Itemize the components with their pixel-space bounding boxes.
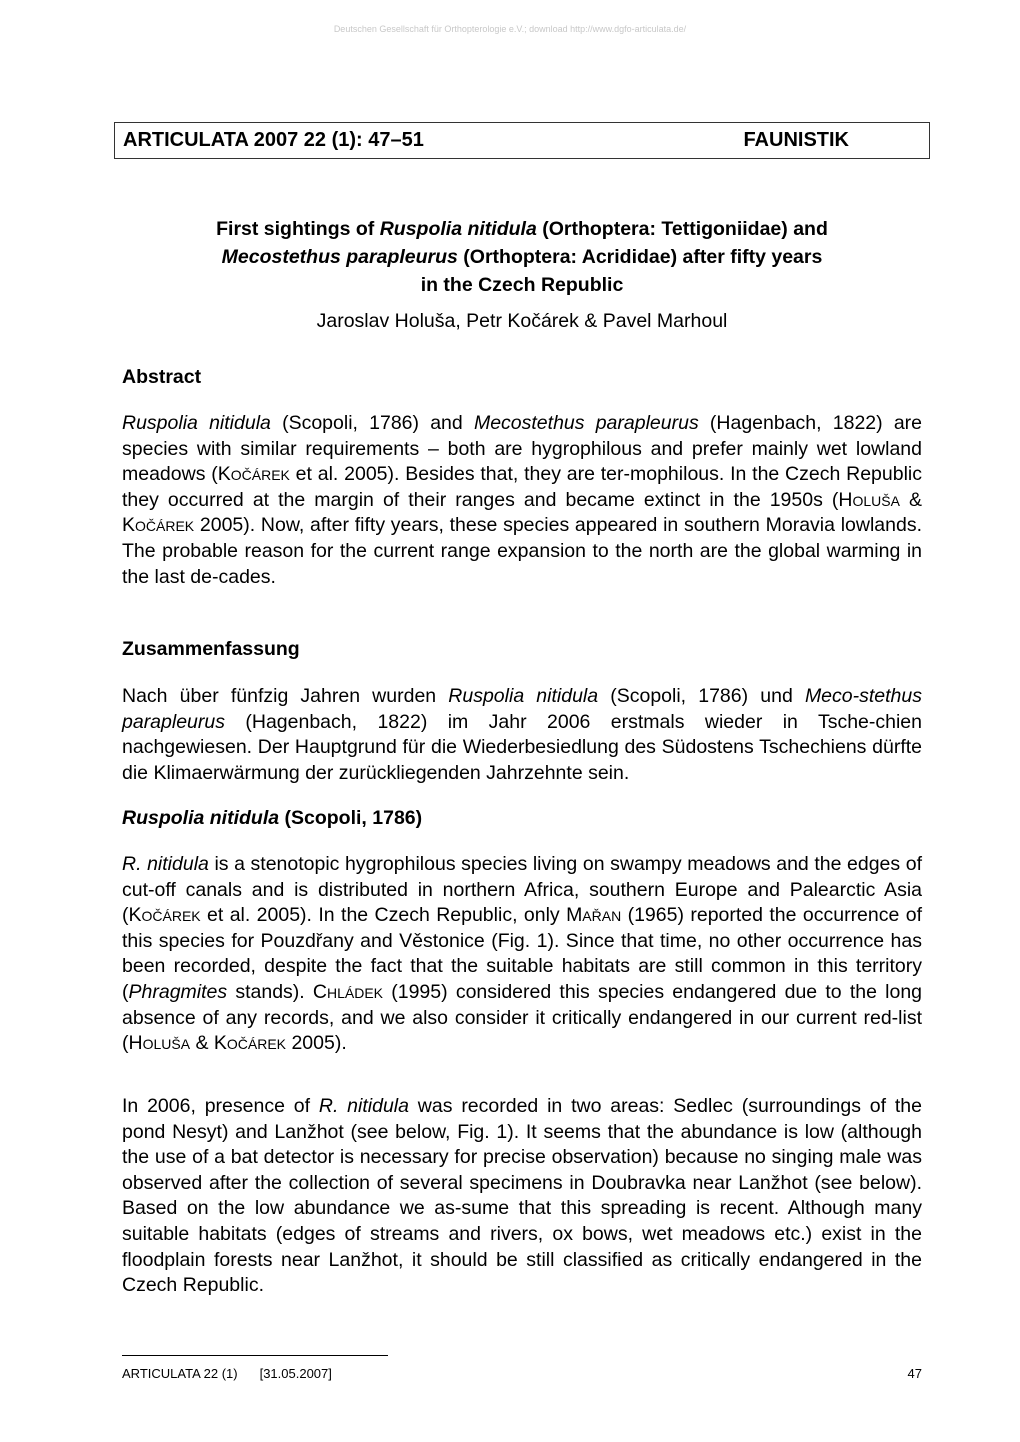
footer-journal: ARTICULATA 22 (1): [122, 1366, 238, 1381]
journal-header-box: [114, 122, 930, 159]
citation-author: Kočárek: [128, 904, 201, 927]
ruspolia-paragraph-1: [122, 852, 922, 1057]
page-number: 47: [907, 1366, 922, 1381]
text: (Hagenbach, 1822) im Jahr 2006 erstmals wieder in Tsche-chien nachgewiesen. Der Hauptgrund für die Wiederbesiedlung des Südostens Tschechiens dürfte die Klimaerwärmung der zurückliegenden Jahrzehnte sein.: [122, 710, 922, 784]
text: In 2006, presence of: [122, 1095, 319, 1117]
text: (Scopoli, 1786) and: [270, 412, 474, 434]
title-species-name: Mecostethus parapleurus: [221, 246, 458, 268]
text: (1995) considered this species endangered due to the long absence of any records, and we also consider it critically endangered in our current red-list (: [122, 980, 923, 1055]
text: et al. 2005). In the Czech Republic, only: [200, 904, 567, 927]
citation-author: Kočárek: [213, 1032, 287, 1055]
text: &: [899, 488, 922, 511]
abstract-paragraph: [122, 411, 922, 590]
title-text: (Orthoptera: Acrididae) after fifty years: [457, 246, 823, 268]
ruspolia-paragraph-2: [122, 1094, 922, 1299]
download-watermark: Deutschen Gesellschaft für Orthopterologie e.V.; download http://www.dgfo-articulata.de/: [333, 24, 687, 34]
title-species-name: Ruspolia nitidula: [379, 218, 537, 240]
citation-author: Kočárek: [122, 514, 195, 537]
footer-divider: [122, 1355, 388, 1356]
author-list: Jaroslav Holuša, Petr Kočárek & Pavel Marhoul: [316, 310, 728, 332]
text: et al. 2005). Besides that, they are ter-mophilous. In the Czech Republic they occurred at the margin of their ranges and became extinct in the 1950s (: [122, 463, 922, 511]
citation-author: Holuša: [838, 488, 900, 511]
journal-section: FAUNISTIK: [743, 129, 849, 151]
text: stands).: [227, 980, 313, 1003]
title-text: (Orthoptera: Tettigoniidae) and: [536, 218, 828, 240]
species-name: Ruspolia nitidula: [122, 412, 271, 434]
zusammenfassung-heading: Zusammenfassung: [122, 638, 300, 660]
citation-author: Mařan: [566, 904, 622, 927]
text: was recorded in two areas: Sedlec (surroundings of the pond Nesyt) and Lanžhot (see below, Fig. 1). It seems that the abundance is low (although the use of a bat detector is necessary for precise observation) because no singing male was observed after the collection of several specimens in Doubravka near Lanžhot (see below). Based on the low abundance we as-sume that this spreading is recent. Although many suitable habitats (edges of streams and rivers, ox bows, wet meadows etc.) exist in the floodplain forests near Lanžhot, it should be still classified as critically endangered in the Czech Republic.: [122, 1095, 923, 1297]
footer-date: [31.05.2007]: [259, 1366, 332, 1381]
abstract-heading: Abstract: [122, 366, 202, 388]
ruspolia-section-heading: [122, 807, 422, 830]
text: (Scopoli, 1786): [279, 807, 423, 829]
zusammenfassung-paragraph: [122, 684, 922, 786]
species-name: R. nitidula: [122, 853, 209, 875]
species-name: Mecostethus parapleurus: [473, 412, 699, 434]
species-name: Ruspolia nitidula: [122, 807, 280, 829]
journal-citation: ARTICULATA 2007 22 (1): 47–51: [123, 129, 424, 151]
species-name: R. nitidula: [318, 1095, 409, 1117]
genus-name: Phragmites: [128, 980, 228, 1003]
species-name: Meco-stethus parapleurus: [122, 685, 922, 733]
citation-author: Kočárek: [217, 463, 290, 486]
text: &: [190, 1032, 214, 1055]
text: (Scopoli, 1786) und: [598, 685, 805, 707]
species-name: Ruspolia nitidula: [448, 685, 599, 707]
text: Nach über fünfzig Jahren wurden: [122, 685, 449, 707]
article-title: [122, 215, 922, 299]
text: (Hagenbach, 1822) are species with similar requirements – both are hygrophilous and prefer mainly wet lowland meadows (: [122, 412, 923, 486]
text: is a stenotopic hygrophilous species living on swampy meadows and the edges of cut-off canals and is distributed in northern Africa, southern Europe and Palearctic Asia (: [122, 853, 922, 927]
title-text: in the Czech Republic: [420, 274, 624, 296]
text: 2005). Now, after fifty years, these species appeared in southern Moravia lowlands. The probable reason for the current range expansion to the north are the global warming in the last de-cades.: [122, 514, 922, 588]
title-text: First sightings of: [216, 218, 380, 240]
citation-author: Holuša: [128, 1032, 191, 1055]
text: 2005).: [286, 1032, 347, 1055]
text: (1965) reported the occurrence of this species for Pouzdřany and Věstonice (Fig. 1). Since that time, no other occurrence has been recorded, despite the fact that the suitable habitats are still common in this territory (: [122, 904, 923, 1003]
citation-author: Chládek: [312, 980, 384, 1003]
footer-journal-info: [122, 1366, 332, 1381]
